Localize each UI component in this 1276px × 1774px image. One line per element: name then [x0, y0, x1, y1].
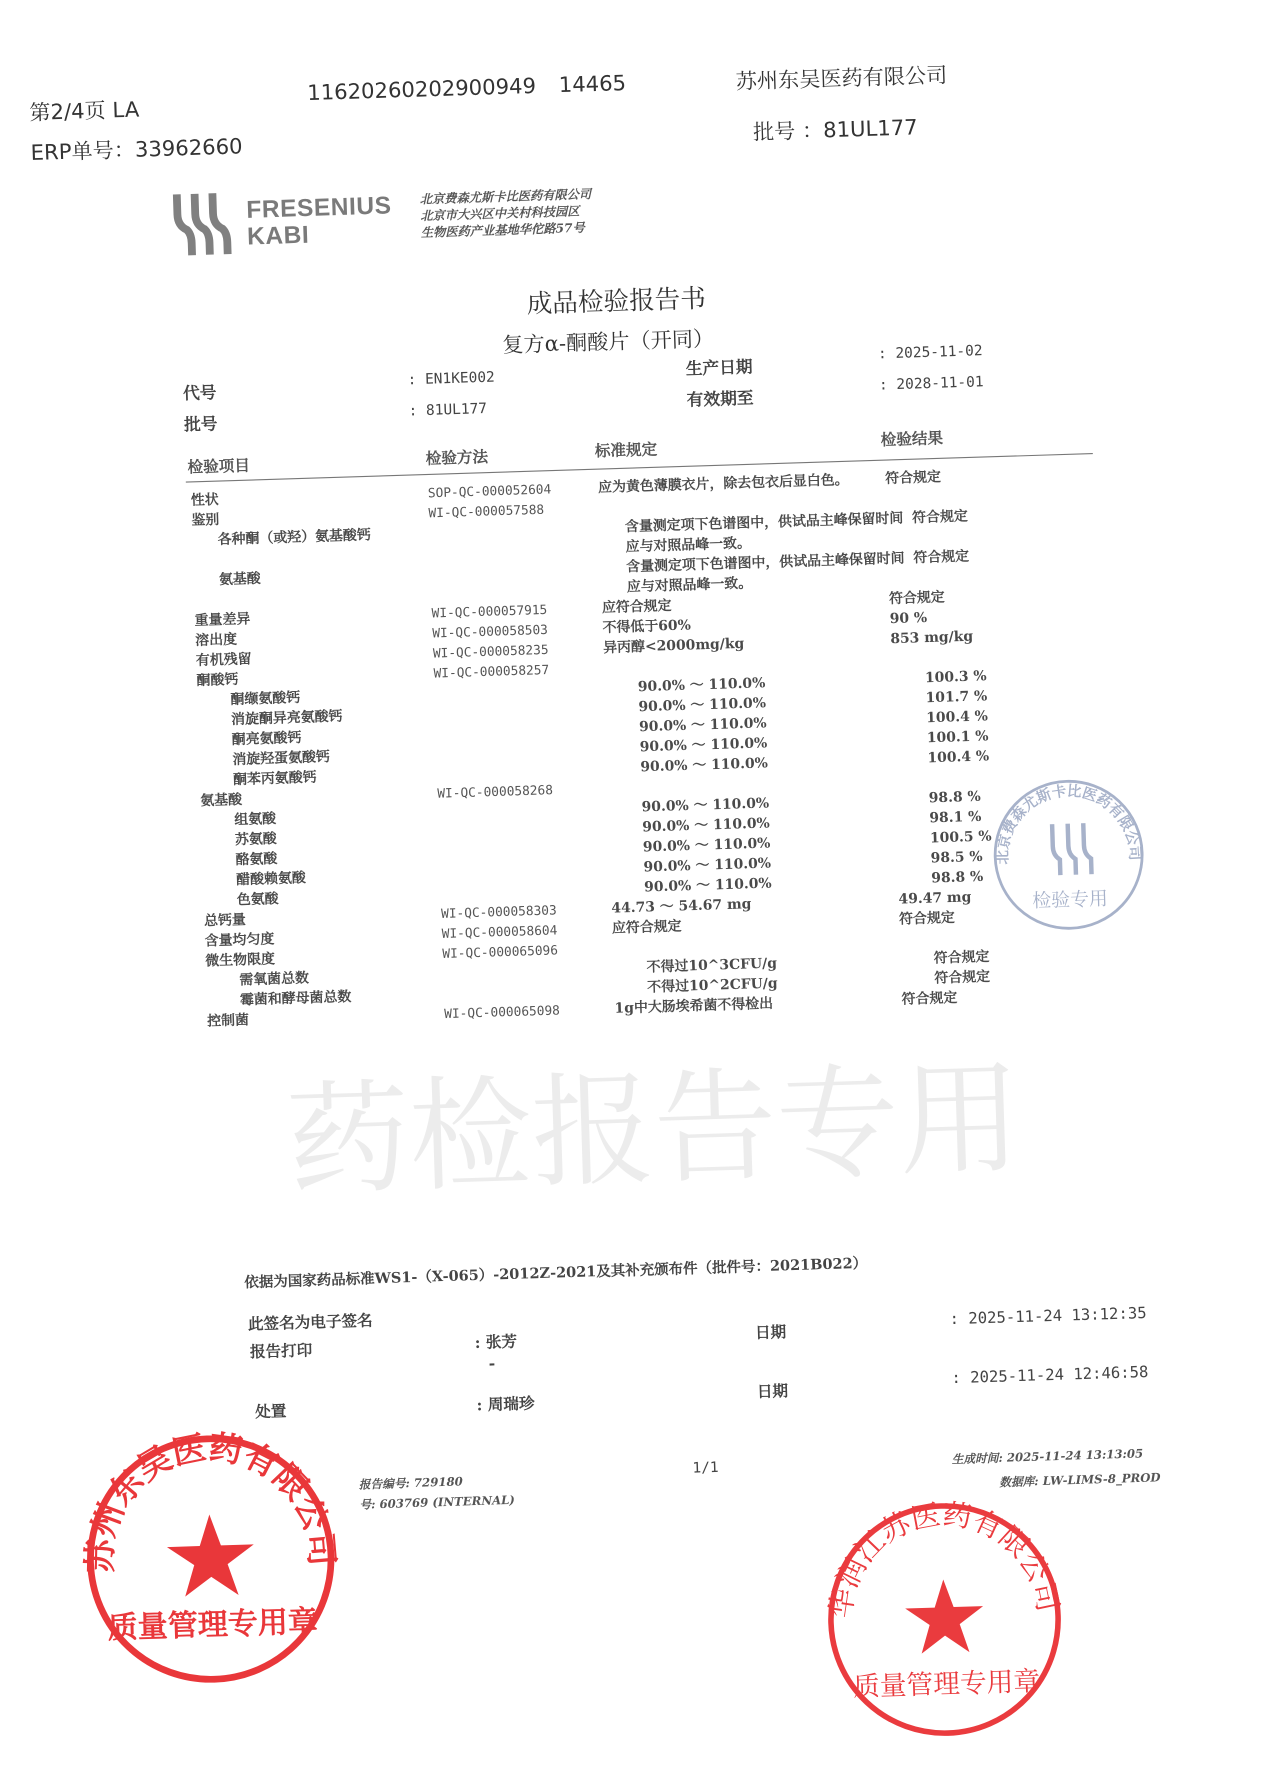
page-number: 1/1: [692, 1459, 719, 1478]
test-standard: 90.0% ～ 110.0%: [638, 693, 767, 715]
test-item: 苏氨酸: [234, 829, 277, 848]
huarun-quality-stamp: [822, 1497, 1068, 1743]
brand-line-1: FRESENIUS: [245, 191, 392, 224]
test-item: 控制菌: [206, 1010, 250, 1029]
test-result: 符合规定: [898, 908, 956, 927]
test-item: 色氨酸: [236, 889, 279, 908]
internal-number: 号: 603769 (INTERNAL): [359, 1493, 516, 1513]
erp-number: [30, 130, 243, 167]
test-result: 100.5 %: [929, 827, 992, 846]
test-result: 100.4 %: [927, 747, 990, 766]
test-standard: 应为黄色薄膜衣片，除去包衣后显白色。: [597, 470, 849, 496]
test-method: WI-QC-000058257: [433, 661, 550, 681]
test-item: 有机残留: [195, 649, 252, 669]
document-number: 11620260202900949: [306, 73, 537, 106]
test-result: 符合规定: [913, 547, 970, 566]
test-standard: 90.0% ～ 110.0%: [637, 673, 766, 695]
address-line: 北京费森尤斯卡比医药有限公司: [419, 186, 592, 207]
batch-value: 81UL177: [822, 115, 919, 143]
test-standard: 44.73 ～ 54.67 mg: [611, 894, 752, 916]
batch-label: 批号: [183, 413, 218, 435]
mfg-date-label: 生产日期: [685, 356, 753, 379]
test-standard: 不得过10^2CFU/g: [647, 974, 778, 996]
test-standard: 90.0% ～ 110.0%: [642, 834, 771, 855]
disposal-label: 处置: [254, 1402, 287, 1422]
test-standard: 90.0% ～ 110.0%: [639, 733, 768, 755]
inspection-table: [191, 462, 1121, 1032]
test-method: [456, 557, 628, 602]
test-result: 90 %: [889, 608, 928, 627]
test-result: 98.5 %: [930, 847, 983, 866]
test-standard: 90.0% ～ 110.0%: [640, 753, 769, 775]
test-item: 重量差异: [194, 609, 251, 629]
test-result: 符合规定: [884, 467, 942, 487]
test-item: 总钙量: [203, 910, 247, 929]
column-header-result: 检验结果: [880, 429, 944, 450]
disposal-name: : 周瑞珍: [476, 1395, 535, 1415]
test-item: 氨基酸: [218, 569, 261, 588]
date-value-2: : 2025-11-24 12:46:58: [951, 1363, 1149, 1388]
test-item: 消旋酮异亮氨酸钙: [230, 707, 343, 728]
test-standard: 90.0% ～ 110.0%: [641, 794, 770, 815]
test-result: 100.4 %: [925, 706, 989, 726]
test-method: WI-QC-000058303: [440, 902, 557, 922]
test-result: 符合规定: [888, 588, 945, 607]
print-name: : 张芳: [474, 1333, 518, 1353]
code-value: : EN1KE002: [407, 369, 496, 389]
report-title: 成品检验报告书: [526, 284, 707, 320]
test-method: [454, 517, 626, 562]
test-method: WI-QC-000058235: [432, 641, 549, 661]
expiry-label: 有效期至: [686, 387, 754, 411]
mfg-date-value: : 2025-11-02: [877, 342, 983, 363]
test-result: 49.47 mg: [898, 887, 972, 907]
test-standard: 含量测定项下色谱图中，供试品主峰保留时间应与对照品峰一致。: [625, 549, 905, 595]
print-label: 报告打印: [249, 1341, 313, 1362]
dongwu-quality-stamp: [80, 1428, 342, 1690]
test-item: 需氧菌总数: [239, 968, 310, 988]
test-item: 溶出度: [194, 630, 238, 649]
esign-note: 此签名为电子签名: [247, 1312, 373, 1334]
product-name: 复方α-酮酸片（开同）: [501, 326, 715, 358]
test-result: 853 mg/kg: [890, 627, 974, 647]
left-stamp-center-text: 质量管理专用章: [107, 1604, 319, 1647]
company-name: 苏州东吴医药有限公司: [735, 63, 948, 95]
brand-name: [246, 192, 393, 250]
test-item: 鉴别: [191, 510, 220, 529]
test-standard: 异丙醇<2000mg/kg: [602, 634, 745, 656]
test-result: 100.1 %: [926, 727, 989, 746]
test-result: 101.7 %: [925, 686, 988, 706]
generated-time: 生成时间: 2025-11-24 13:13:05: [951, 1447, 1144, 1467]
blue-stamp-ring-text: 北京费森尤斯卡比医药有限公司: [994, 782, 1144, 865]
right-stamp-ring-text: 华润江苏医药有限公司: [823, 1496, 1066, 1621]
address-line: 北京市大兴区中关村科技园区: [420, 204, 580, 224]
test-item: 醋酸赖氨酸: [235, 868, 307, 888]
test-result: 100.3 %: [924, 666, 987, 686]
column-header-method: 检验方法: [425, 448, 489, 469]
test-result: 符合规定: [934, 967, 991, 987]
test-item: 霉菌和酵母菌总数: [239, 987, 352, 1008]
test-result: 98.8 %: [928, 787, 981, 806]
fresenius-logo-icon: [170, 190, 234, 257]
inspection-stamp: [988, 774, 1149, 935]
test-method: WI-QC-000058503: [432, 621, 549, 641]
test-item: 酮缬氨酸钙: [230, 688, 301, 708]
header-batch: [752, 111, 918, 146]
test-item: 消旋羟蛋氨酸钙: [232, 747, 331, 768]
erp-value: 33962660: [134, 134, 243, 163]
dash: -: [488, 1355, 496, 1374]
expiry-value: : 2028-11-01: [878, 374, 984, 395]
standard-basis: 依据为国家药品标准WS1-（X-065）-2012Z-2021及其补充颁布件（批件号：2021B022）: [244, 1255, 868, 1292]
batch-value: : 81UL177: [408, 400, 488, 420]
test-result: 符合规定: [911, 507, 969, 526]
test-method: WI-QC-000065096: [442, 942, 559, 962]
test-standard: 含量测定项下色谱图中，供试品主峰保留时间应与对照品峰一致。: [624, 509, 904, 555]
test-result: 符合规定: [901, 988, 958, 1008]
erp-label: ERP单号：: [30, 137, 136, 166]
test-standard: 90.0% ～ 110.0%: [643, 854, 772, 875]
star-icon: [904, 1578, 984, 1654]
test-standard: 90.0% ～ 110.0%: [643, 874, 772, 895]
test-item: 氨基酸: [200, 790, 243, 809]
test-method: WI-QC-000057588: [428, 501, 545, 521]
database: 数据库: LW-LIMS-8_PROD: [999, 1471, 1161, 1490]
test-item: 组氨酸: [234, 809, 277, 828]
test-result: 符合规定: [933, 947, 990, 966]
report-number: 报告编号: 729180: [358, 1475, 463, 1493]
test-item: 性状: [190, 490, 219, 509]
column-header-item: 检验项目: [187, 457, 251, 478]
test-result: 98.8 %: [930, 867, 984, 886]
test-item: 各种酮（或羟）氨基酸钙: [217, 525, 371, 548]
test-method: WI-QC-000057915: [431, 601, 548, 621]
code-label: 代号: [182, 382, 217, 404]
star-icon: [166, 1513, 255, 1597]
test-item: 含量均匀度: [204, 929, 275, 949]
watermark: 药检报告专用: [284, 1046, 1024, 1213]
test-method: WI-QC-000058604: [441, 922, 558, 942]
test-standard: 1g中大肠埃希菌不得检出: [614, 994, 774, 1017]
test-item: 酮亮氨酸钙: [231, 728, 302, 748]
company-address: [420, 186, 593, 241]
document-code: 14465: [558, 71, 627, 98]
test-method: WI-QC-000058268: [437, 781, 554, 802]
date-label-2: 日期: [756, 1382, 789, 1402]
test-item: 酪氨酸: [235, 849, 278, 868]
test-standard: 不得过10^3CFU/g: [646, 954, 778, 976]
test-item: 酮苯丙氨酸钙: [232, 768, 317, 788]
left-stamp-ring-text: 苏州东吴医药有限公司: [80, 1427, 342, 1574]
test-standard: 90.0% ～ 110.0%: [638, 713, 767, 735]
right-stamp-center-text: 质量管理专用章: [852, 1666, 1041, 1703]
date-value-1: : 2025-11-24 13:12:35: [949, 1304, 1147, 1329]
test-item: 酮酸钙: [196, 670, 239, 689]
test-method: SOP-QC-000052604: [427, 481, 552, 501]
page-indicator: 第2/4页 LA: [29, 97, 140, 126]
test-standard: 90.0% ～ 110.0%: [641, 814, 770, 835]
batch-label: 批号 ：: [752, 118, 824, 146]
date-label-1: 日期: [754, 1323, 787, 1343]
blue-stamp-center-text: 检验专用: [1031, 887, 1109, 913]
column-header-standard: 标准规定: [594, 441, 658, 461]
address-line: 生物医药产业基地华佗路57号: [420, 220, 586, 241]
test-method: WI-QC-000065098: [444, 1002, 561, 1022]
test-item: 微生物限度: [205, 949, 276, 969]
test-standard: 应符合规定: [611, 917, 682, 936]
brand-line-2: KABI: [246, 220, 310, 251]
test-standard: 应符合规定: [601, 596, 672, 616]
test-result: 98.1 %: [929, 807, 982, 826]
test-standard: 不得低于60%: [602, 616, 692, 636]
